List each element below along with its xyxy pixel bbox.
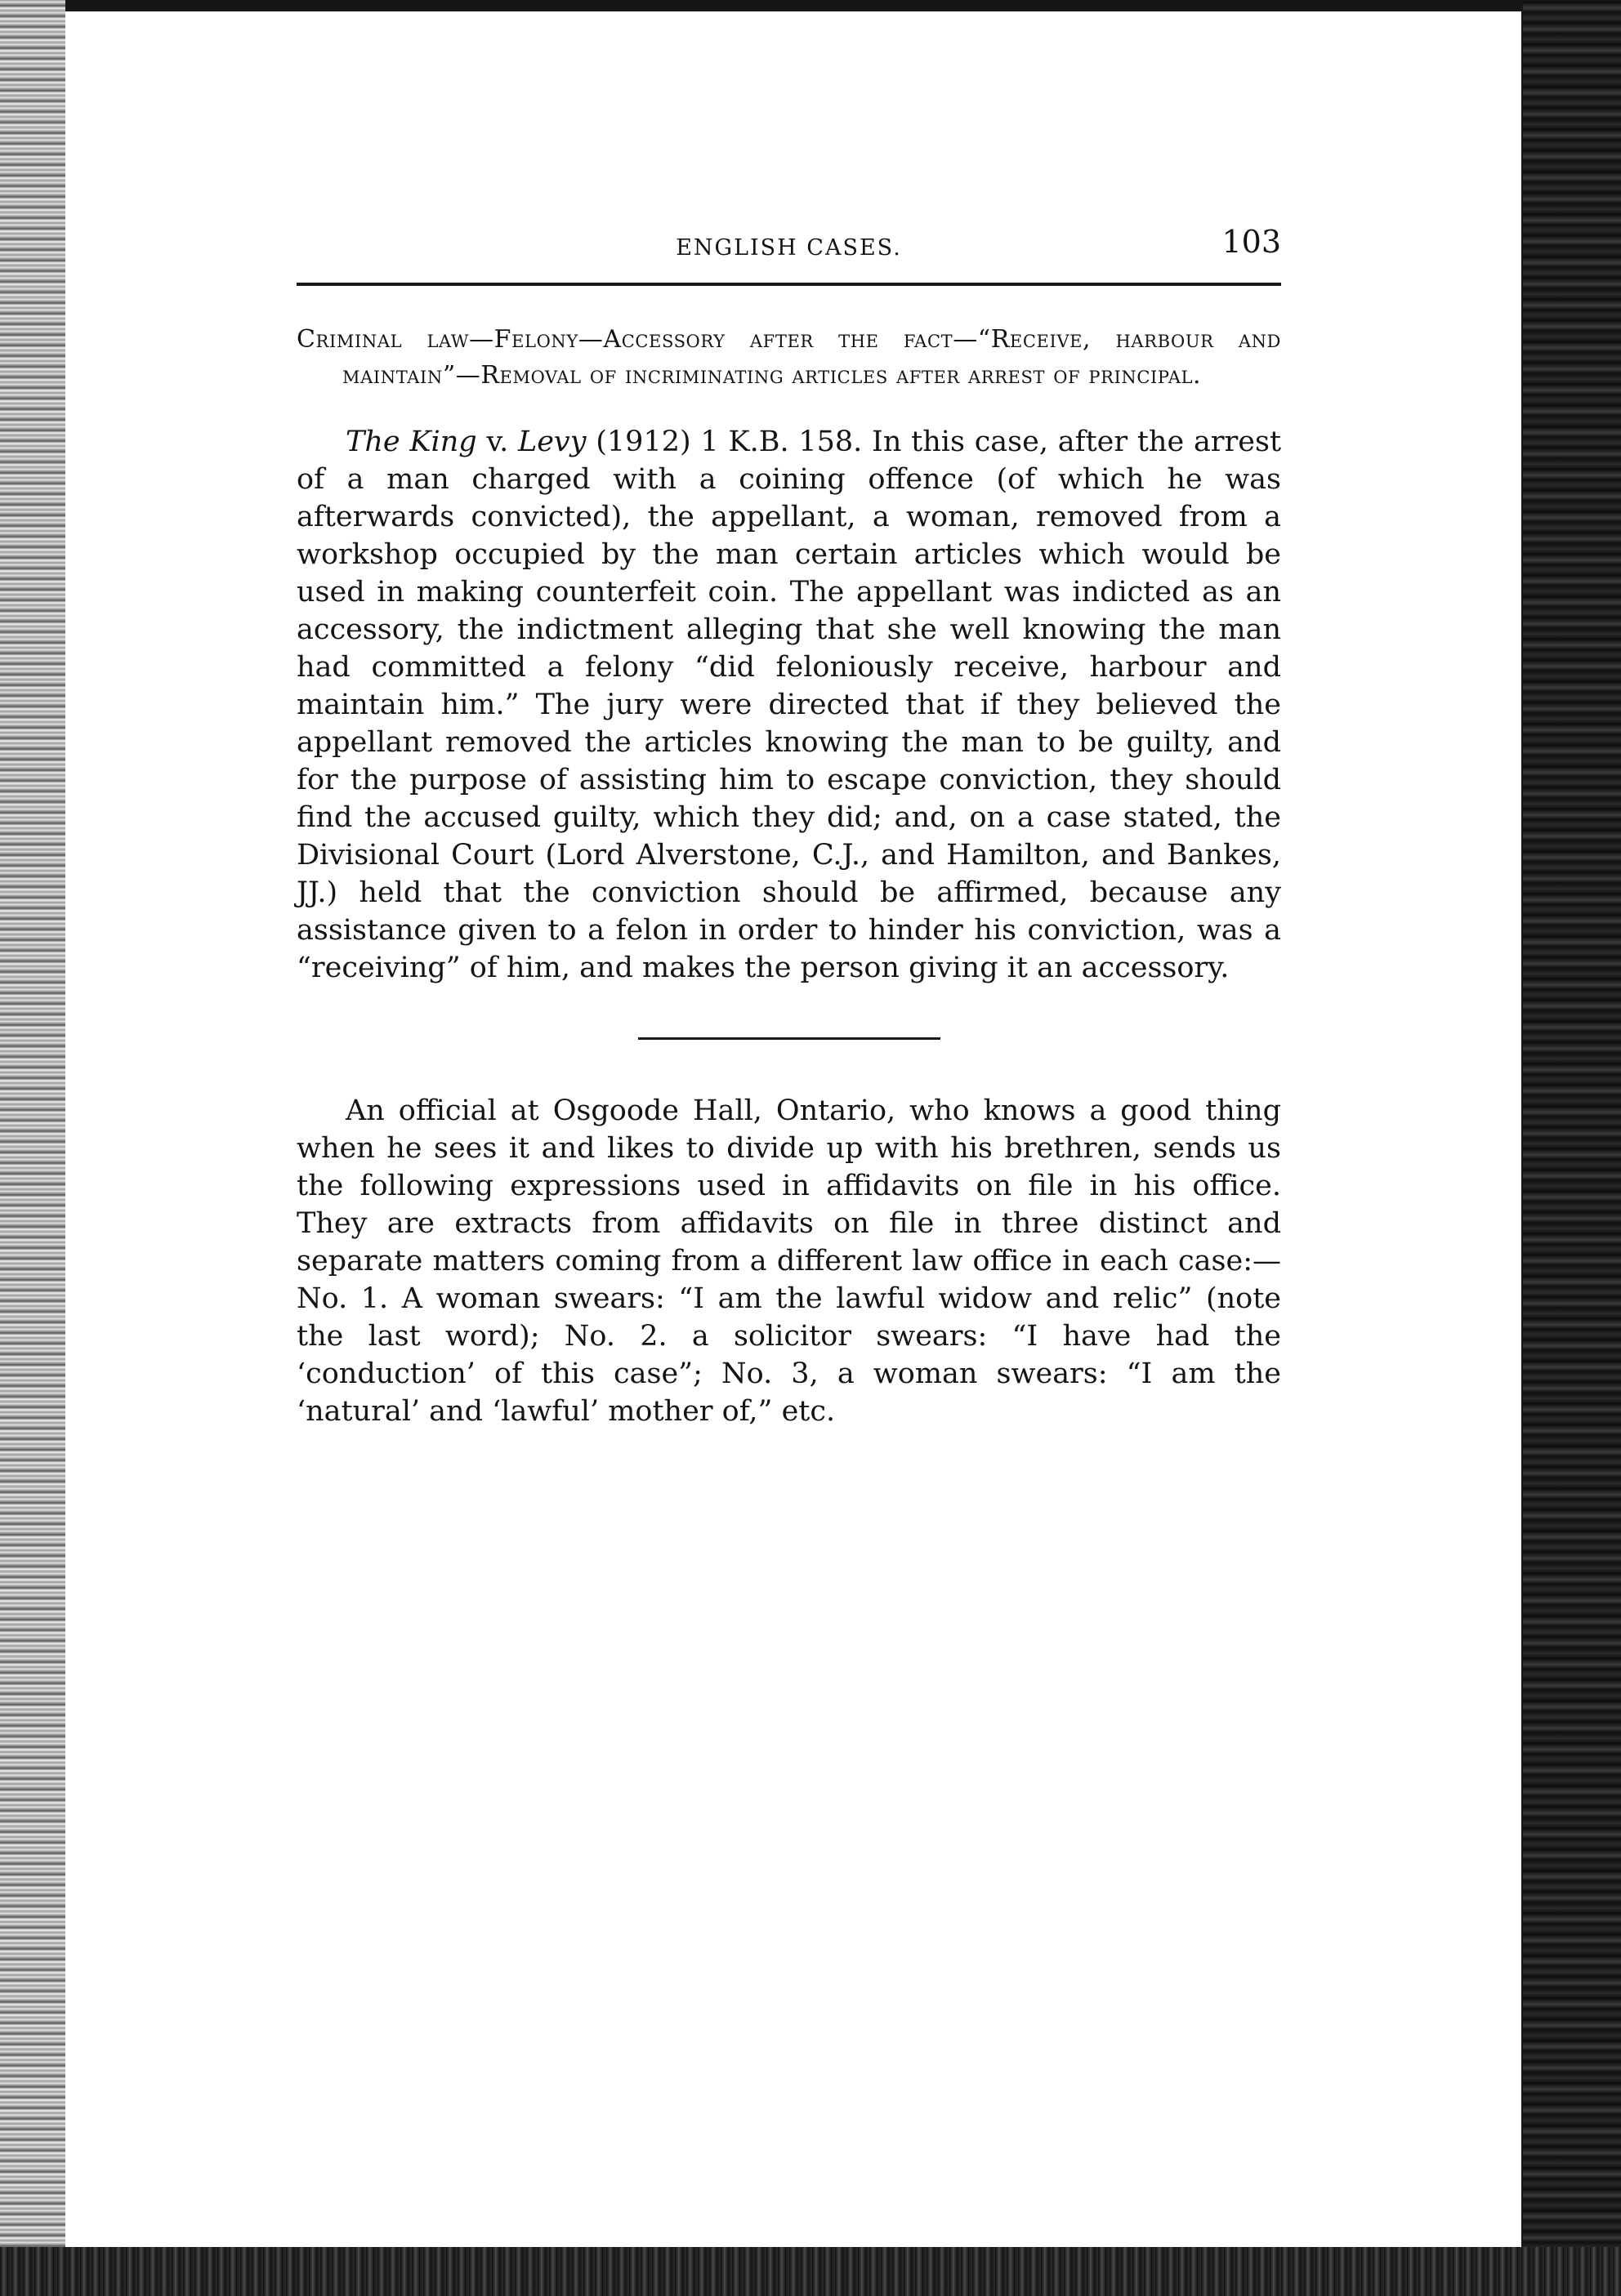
page-content: [297, 221, 1281, 1430]
bottom-scan-border: [0, 2247, 1621, 2296]
page-number: 103: [1221, 224, 1281, 260]
binding-edge: [0, 0, 65, 2296]
running-head-title: ENGLISH CASES.: [676, 235, 902, 261]
header-rule: [297, 283, 1281, 286]
anecdote-paragraph: An official at Osgoode Hall, Ontario, who knows a good thing when he sees it and likes to divide up with his brethren, sends us the following expressions used in affidavits on file in his office. They are extracts from affidavits on file in three distinct and separate matters coming from a different law office in each case:—No. 1. A woman swears: “I am the lawful widow and relic” (note the last word); No. 2. a solicitor swears: “I have had the ‘conduction’ of this case”; No. 3, a woman swears: “I am the ‘natural’ and ‘lawful’ mother of,” etc.: [297, 1095, 1281, 1428]
case-heading: Criminal law—Felony—Accessory after the fact—“Receive, harbour and maintain”—Removal of incriminating articles after arrest of principal.: [297, 325, 1281, 390]
case-text: (1912) 1 K.B. 158. In this case, after the arrest of a man charged with a coining offence (of which he was afterwards convicted), the appellant, a woman, removed from a workshop occupied by the man certain articles which would be used in making counterfeit coin. The appellant was indicted as an accessory, the indictment alleging that she well knowing the man had committed a felony “did feloniously receive, harbour and maintain him.” The jury were directed that if they believed the appellant removed the articles knowing the man to be guilty, and for the purpose of assisting him to escape conviction, they should find the accused guilty, which they did; and, on a case stated, the Divisional Court (Lord Alverstone, C.J., and Hamilton, and Bankes, JJ.) held that the conviction should be affirmed, because any assistance given to a felon in order to hinder his conviction, was a “receiving” of him, and makes the person giving it an accessory.: [297, 426, 1282, 984]
running-head: [297, 221, 1281, 278]
case-paragraph: [297, 423, 1281, 987]
dark-scan-border: [1523, 0, 1621, 2296]
versus: v.: [476, 426, 518, 458]
case-name-crown: The King: [346, 426, 477, 458]
case-name-defendant: Levy: [517, 426, 587, 458]
section-divider: [638, 1037, 940, 1040]
